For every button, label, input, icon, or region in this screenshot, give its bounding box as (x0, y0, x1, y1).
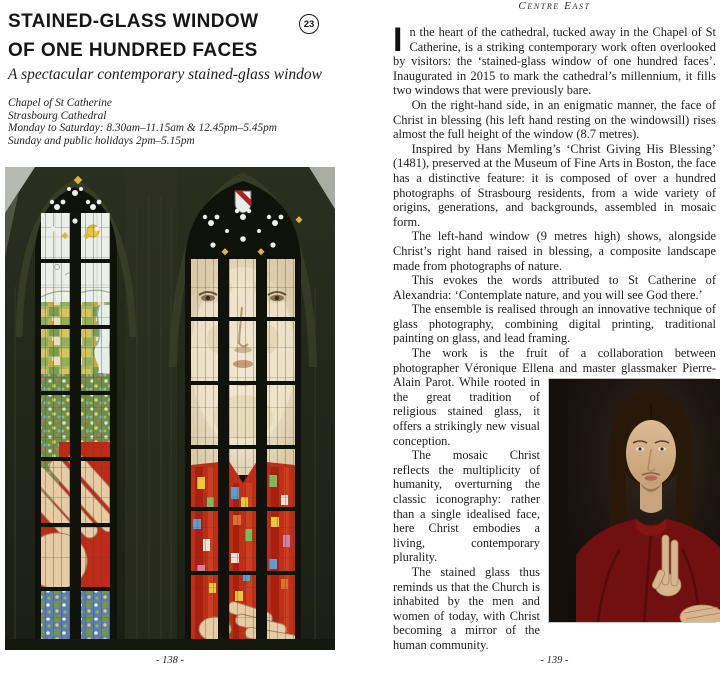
cathedral-line: Strasbourg Cathedral (8, 109, 107, 122)
body-paragraph: The stained glass thus reminds us that the Church is inhabited by the men and women of today, with Christ becoming a mirror of the human community. (393, 564, 540, 652)
page-number-right: - 139 - (540, 655, 569, 666)
subtitle: A spectacular contemporary stained-glass window (8, 66, 322, 83)
title-line-1: STAINED-GLASS WINDOW (8, 11, 259, 32)
running-header: Centre East (518, 0, 591, 12)
stained-glass-windows-photo (5, 167, 335, 650)
body-paragraph: Inspired by Hans Memling’s ‘Christ Giving His Blessing’ (1481), preserved at the Museum of Fine Arts in Boston, the face has a distinctive feature: it is composed of over a hundred photographs of Strasbourg residents, from a wide variety of origins, generations, and backgrounds, assembled in mosaic form. (393, 141, 716, 229)
paragraph-text: The work is the fruit of a collaboration between photographer Véronique Ellena and master glassmaker Pierre-Alain Parot. While (393, 346, 716, 390)
right-page (360, 0, 720, 674)
body-paragraph: The left-hand window (9 metres high) shows, alongside Christ’s right hand raised in blessing, a composite landscape made from photographs of nature. (393, 229, 716, 273)
drop-cap: I (393, 21, 403, 59)
page-title (8, 7, 308, 65)
site-number-badge: 23 (299, 14, 319, 34)
body-paragraph: On the right-hand side, in an enigmatic manner, the face of Christ in blessing (his left hand resting on the windowsill) rises almost the full height of the window (8.7 metres). (393, 97, 716, 142)
christ-blessing-painting-image (548, 378, 716, 623)
body-paragraph: This evokes the words attributed to St Catherine of Alexandria: ‘Contemplate nature, and you will see God there.’ (393, 273, 716, 302)
body-text (393, 21, 716, 652)
weekday-hours-line: Monday to Saturday: 8.30am–11.15am & 12.45pm–5.45pm (8, 122, 277, 135)
title-line-2: OF ONE HUNDRED FACES (8, 40, 258, 61)
body-paragraph: The mosaic Christ reflects the multiplicity of humanity, overturning the classic iconography: rather than a single idealised face, here Christ embodies a living, contemporary plurality. (393, 448, 540, 565)
paragraph-text: rooted in the great tradition of religious stained glass, it offers a strikingly new visual conception. (393, 375, 540, 448)
visit-info (8, 97, 348, 147)
body-paragraph: The ensemble is realised through an innovative technique of glass photography, combining digital printing, traditional painting on glass, and lead framing. (393, 302, 716, 346)
paragraph-text: n the heart of the cathedral, tucked away in the Chapel of St Catherine, is a striking contemporary work often overlooked by visitors: the ‘stained-glass window of one hundred faces’. Inaugurated in 2015 to mark the cathedral’s millennium, it fills two windows that were previously bare. (393, 25, 716, 98)
page-number-left: - 138 - (156, 655, 184, 666)
venue-line: Chapel of St Catherine (8, 97, 112, 109)
sunday-hours-line: Sunday and public holidays 2pm–5.15pm (8, 134, 195, 147)
body-paragraph (393, 346, 716, 448)
body-paragraph (393, 21, 716, 98)
